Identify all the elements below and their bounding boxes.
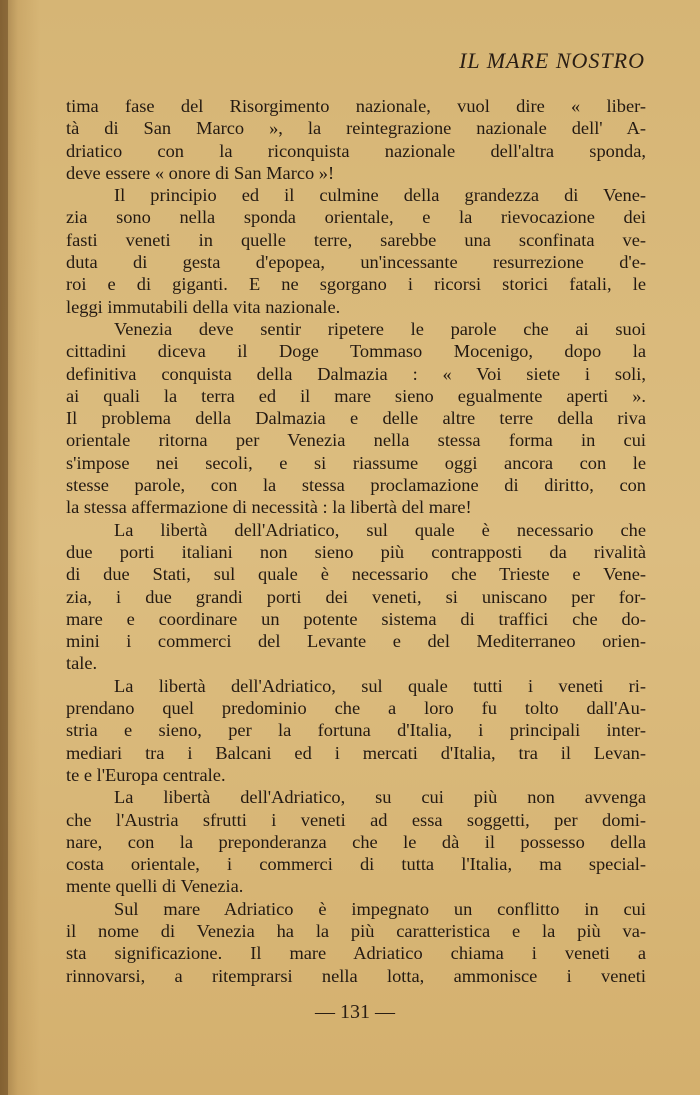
text-line: La libertà dell'Adriatico, sul quale tutti i veneti ri-: [114, 675, 646, 696]
text-line: stesse parole, con la stessa proclamazione di diritto, con: [66, 475, 646, 496]
text-line: driatico con la riconquista nazionale dell'altra sponda,: [66, 140, 646, 161]
text-line: ai quali la terra ed il mare sieno egualmente aperti ».: [66, 385, 646, 406]
text-line: nare, con la preponderanza che le dà il possesso della: [66, 831, 646, 852]
page-number: — 131 —: [315, 1001, 395, 1023]
text-line: te e l'Europa centrale.: [66, 764, 226, 785]
text-line: duta di gesta d'epopea, un'incessante resurrezione d'e-: [66, 252, 646, 273]
text-line: il nome di Venezia ha la più caratteristica e la più va-: [66, 920, 646, 941]
text-line: leggi immutabili della vita nazionale.: [66, 296, 341, 317]
text-line: mini i commerci del Levante e del Mediterraneo orien-: [66, 631, 646, 652]
text-line: mente quelli di Venezia.: [66, 876, 244, 897]
text-line: mediari tra i Balcani ed i mercati d'Italia, tra il Levan-: [66, 742, 646, 763]
text-line: tima fase del Risorgimento nazionale, vuol dire « liber-: [66, 96, 646, 116]
text-line: tà di San Marco », la reintegrazione nazionale dell' A-: [66, 118, 646, 139]
text-line: roi e di giganti. E ne sgorgano i ricorsi storici fatali, le: [66, 274, 646, 295]
text-line: mare e coordinare un potente sistema di traffici che do-: [66, 608, 646, 629]
text-line: fasti veneti in quelle terre, sarebbe una sconfinata ve-: [66, 229, 646, 250]
text-line: zia sono nella sponda orientale, e la rievocazione dei: [66, 207, 646, 228]
text-line: che l'Austria sfrutti i veneti ad essa soggetti, per domi-: [66, 809, 646, 830]
text-line: tale.: [66, 653, 98, 674]
text-line: cittadini diceva il Doge Tommaso Mocenigo, dopo la: [66, 341, 646, 362]
running-head: IL MARE NOSTRO: [459, 48, 645, 73]
text-line: rinnovarsi, a ritemprarsi nella lotta, ammonisce i veneti: [66, 965, 646, 986]
text-line: Il problema della Dalmazia e delle altre terre della riva: [66, 408, 646, 429]
text-line: s'impose nei secoli, e si riassume oggi ancora con le: [66, 452, 646, 473]
page-gutter-shadow: [0, 0, 8, 1095]
text-line: Venezia deve sentir ripetere le parole che ai suoi: [114, 318, 646, 339]
text-line: orientale ritorna per Venezia nella stessa forma in cui: [66, 430, 646, 451]
text-line: definitiva conquista della Dalmazia : « Voi siete i soli,: [66, 363, 646, 384]
text-line: costa orientale, i commerci di tutta l'Italia, ma special-: [66, 854, 646, 875]
text-line: prendano quel predominio che a loro fu tolto dall'Au-: [66, 698, 646, 719]
text-line: deve essere « onore di San Marco »!: [66, 162, 335, 183]
body-text: [66, 95, 646, 987]
text-line: zia, i due grandi porti dei veneti, si uniscano per for-: [66, 586, 646, 607]
text-line: sta significazione. Il mare Adriatico chiama i veneti a: [66, 943, 646, 964]
text-line: di due Stati, sul quale è necessario che Trieste e Vene-: [66, 564, 646, 585]
text-line: La libertà dell'Adriatico, su cui più non avvenga: [114, 787, 646, 808]
text-line: Sul mare Adriatico è impegnato un conflitto in cui: [114, 898, 646, 919]
text-line: la stessa affermazione di necessità : la libertà del mare!: [66, 497, 472, 518]
text-line: Il principio ed il culmine della grandezza di Vene-: [114, 185, 646, 206]
text-line: due porti italiani non sieno più contrapposti da rivalità: [66, 541, 646, 562]
text-line: stria e sieno, per la fortuna d'Italia, i principali inter-: [66, 720, 646, 741]
text-line: La libertà dell'Adriatico, sul quale è necessario che: [114, 519, 646, 540]
